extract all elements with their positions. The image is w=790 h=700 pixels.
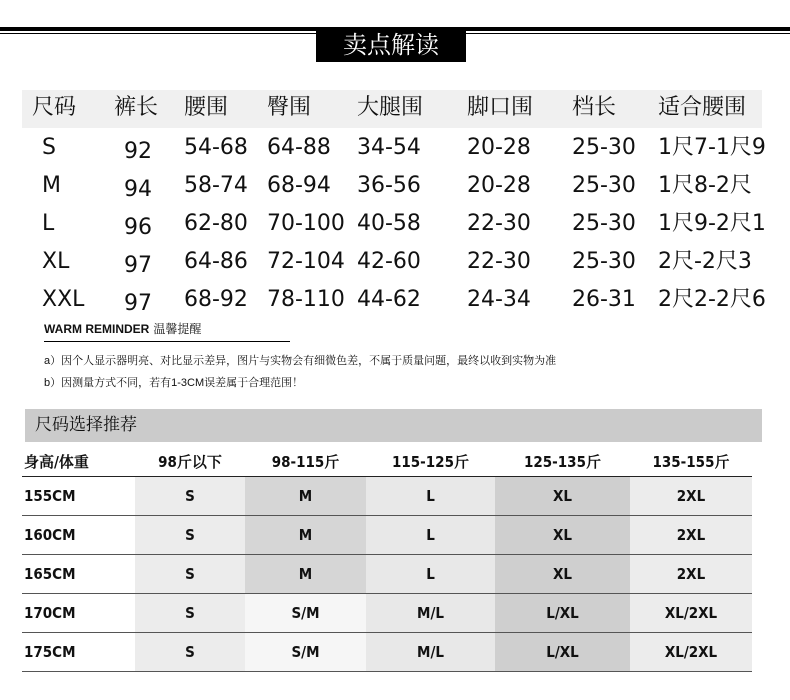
size-cell: 脚口围 — [467, 95, 534, 120]
size-row — [22, 206, 772, 242]
size-row — [22, 244, 772, 280]
size-cell: 20-28 — [467, 135, 531, 160]
size-cell: 适合腰围 — [658, 95, 747, 120]
recommend-row — [22, 515, 752, 554]
height-label: 175CM — [22, 632, 135, 671]
size-cell: 20-28 — [467, 173, 531, 198]
size-recommendation: XL/2XL — [630, 593, 752, 632]
size-recommendation: L — [366, 554, 495, 593]
size-cell: 40-58 — [357, 211, 421, 236]
size-recommendation: S — [135, 593, 245, 632]
size-cell: 97 — [124, 253, 152, 278]
size-cell: 42-60 — [357, 249, 421, 274]
size-cell: 1尺9-2尺1 — [658, 211, 766, 236]
size-recommendation: M/L — [366, 632, 495, 671]
warm-reminder-cn: 温馨提醒 — [153, 322, 202, 336]
size-recommendation: S — [135, 554, 245, 593]
size-cell: 1尺8-2尺 — [658, 173, 752, 198]
size-cell: 34-54 — [357, 135, 421, 160]
size-cell: 大腿围 — [357, 95, 424, 120]
size-cell: 1尺7-1尺9 — [658, 135, 766, 160]
size-cell: 78-110 — [267, 287, 345, 312]
size-cell: 36-56 — [357, 173, 421, 198]
size-cell: 64-88 — [267, 135, 331, 160]
size-recommendation: M/L — [366, 593, 495, 632]
size-cell: 裤长 — [114, 95, 159, 120]
size-cell: 97 — [124, 291, 152, 316]
size-cell: 2尺-2尺3 — [658, 249, 752, 274]
size-recommendation: L — [366, 515, 495, 554]
size-cell: 92 — [124, 139, 152, 164]
size-cell: 尺码 — [32, 95, 77, 120]
recommend-header-cell: 125-135斤 — [495, 448, 630, 476]
recommend-header-cell: 135-155斤 — [630, 448, 752, 476]
size-cell: 25-30 — [572, 135, 636, 160]
size-cell: 96 — [124, 215, 152, 240]
size-row — [22, 130, 772, 166]
size-cell: 25-30 — [572, 211, 636, 236]
size-recommendation: 2XL — [630, 476, 752, 515]
size-cell: 22-30 — [467, 249, 531, 274]
size-recommendation: XL — [495, 554, 630, 593]
size-cell: 58-74 — [184, 173, 248, 198]
size-cell: 24-34 — [467, 287, 531, 312]
recommend-header-cell: 身高/体重 — [22, 448, 135, 476]
recommend-header-cell: 115-125斤 — [366, 448, 495, 476]
size-recommendation: L/XL — [495, 632, 630, 671]
size-cell: 68-92 — [184, 287, 248, 312]
size-cell: 70-100 — [267, 211, 345, 236]
size-cell: 25-30 — [572, 173, 636, 198]
recommend-header-cell: 98-115斤 — [245, 448, 366, 476]
size-cell: 62-80 — [184, 211, 248, 236]
size-row — [22, 168, 772, 204]
recommend-row — [22, 554, 752, 593]
size-cell: 94 — [124, 177, 152, 202]
size-cell: 22-30 — [467, 211, 531, 236]
size-cell: L — [42, 211, 55, 236]
height-label: 160CM — [22, 515, 135, 554]
size-recommendation: XL/2XL — [630, 632, 752, 671]
size-cell: XXL — [42, 287, 85, 312]
height-label: 155CM — [22, 476, 135, 515]
recommend-row — [22, 476, 752, 515]
size-recommendation: M — [245, 554, 366, 593]
size-recommendation: S/M — [245, 632, 366, 671]
size-recommendation: S/M — [245, 593, 366, 632]
recommend-row — [22, 632, 752, 671]
size-recommendation: L — [366, 476, 495, 515]
size-recommendation: L/XL — [495, 593, 630, 632]
size-recommendation: M — [245, 515, 366, 554]
recommend-title: 尺码选择推荐 — [25, 409, 762, 442]
size-cell: 2尺2-2尺6 — [658, 287, 766, 312]
size-cell: 54-68 — [184, 135, 248, 160]
warm-reminder-en: WARM REMINDER — [44, 322, 150, 336]
section-title: 卖点解读 — [316, 28, 466, 62]
size-cell: 64-86 — [184, 249, 248, 274]
size-recommendation: 2XL — [630, 515, 752, 554]
size-recommendation: M — [245, 476, 366, 515]
size-recommendation: S — [135, 632, 245, 671]
height-label: 170CM — [22, 593, 135, 632]
recommend-table — [22, 448, 752, 672]
size-cell: M — [42, 173, 61, 198]
size-cell: XL — [42, 249, 70, 274]
size-recommendation: XL — [495, 476, 630, 515]
size-cell: 72-104 — [267, 249, 345, 274]
size-recommendation: XL — [495, 515, 630, 554]
recommend-row — [22, 593, 752, 632]
size-recommendation: S — [135, 515, 245, 554]
size-cell: 68-94 — [267, 173, 331, 198]
recommend-header-cell: 98斤以下 — [135, 448, 245, 476]
size-cell: 臀围 — [267, 95, 312, 120]
size-recommendation: 2XL — [630, 554, 752, 593]
size-row — [22, 282, 772, 318]
size-cell: 档长 — [572, 95, 617, 120]
note-a: a）因个人显示器明亮、对比显示差异，图片与实物会有细微色差，不属于质量问题，最终以收到实物为准 — [44, 355, 557, 367]
size-cell: 25-30 — [572, 249, 636, 274]
size-header-row — [22, 90, 772, 126]
size-cell: S — [42, 135, 56, 160]
note-b: b）因测量方式不同，若有1-3CM误差属于合理范围！ — [44, 377, 304, 389]
divider — [44, 341, 290, 342]
size-recommendation: S — [135, 476, 245, 515]
size-cell: 44-62 — [357, 287, 421, 312]
warm-reminder-title — [44, 320, 201, 337]
size-cell: 腰围 — [184, 95, 229, 120]
size-cell: 26-31 — [572, 287, 636, 312]
height-label: 165CM — [22, 554, 135, 593]
